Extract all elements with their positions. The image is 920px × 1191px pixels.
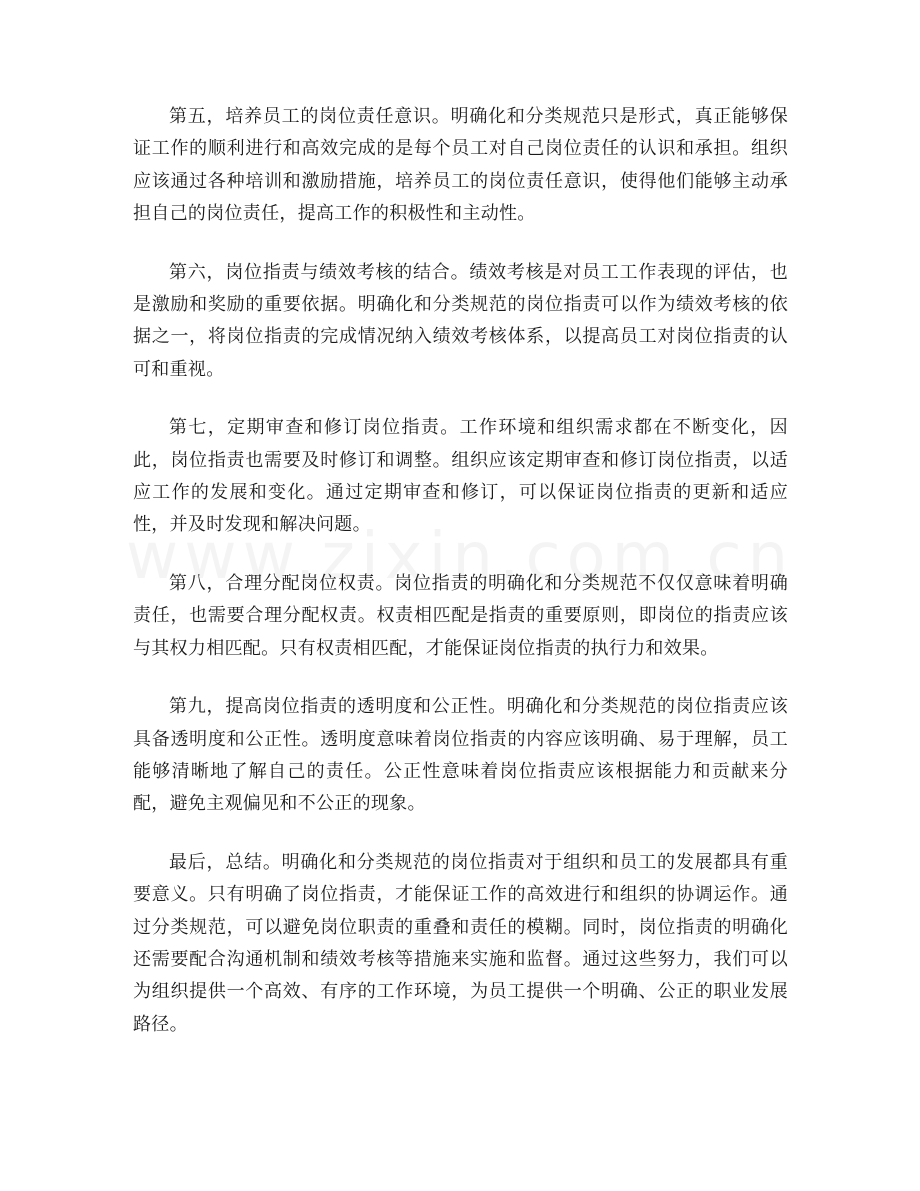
paragraph-sixth: 第六，岗位指责与绩效考核的结合。绩效考核是对员工工作表现的评估，也是激励和奖励的重要依据。明确化和分类规范的岗位指责可以作为绩效考核的依据之一，将岗位指责的完成情况纳入绩效考核体系，以提高员工对岗位指责的认可和重视。: [133, 261, 788, 380]
paragraph-seventh: 第七，定期审查和修订岗位指责。工作环境和组织需求都在不断变化，因此，岗位指责也需要及时修订和调整。组织应该定期审查和修订岗位指责，以适应工作的发展和变化。通过定期审查和修订，可以保证岗位指责的更新和适应性，并及时发现和解决问题。: [133, 417, 788, 536]
paragraph-eighth: 第八，合理分配岗位权责。岗位指责的明确化和分类规范不仅仅意味着明确责任，也需要合理分配权责。权责相匹配是指责的重要原则，即岗位的指责应该与其权力相匹配。只有权责相匹配，才能保证岗位指责的执行力和效果。: [133, 572, 788, 659]
paragraph-ninth: 第九，提高岗位指责的透明度和公正性。明确化和分类规范的岗位指责应该具备透明度和公正性。透明度意味着岗位指责的内容应该明确、易于理解，员工能够清晰地了解自己的责任。公正性意味着岗位指责应该根据能力和贡献来分配，避免主观偏见和不公正的现象。: [133, 696, 788, 815]
paragraph-conclusion: 最后，总结。明确化和分类规范的岗位指责对于组织和员工的发展都具有重要意义。只有明确了岗位指责，才能保证工作的高效进行和组织的协调运作。通过分类规范，可以避免岗位职责的重叠和责任的模糊。同时，岗位指责的明确化还需要配合沟通机制和绩效考核等措施来实施和监督。通过这些努力，我们可以为组织提供一个高效、有序的工作环境，为员工提供一个明确、公正的职业发展路径。: [133, 851, 788, 1035]
paragraph-fifth: 第五，培养员工的岗位责任意识。明确化和分类规范只是形式，真正能够保证工作的顺利进行和高效完成的是每个员工对自己岗位责任的认识和承担。组织应该通过各种培训和激励措施，培养员工的岗位责任意识，使得他们能够主动承担自己的岗位责任，提高工作的积极性和主动性。: [133, 106, 788, 225]
document-body: [133, 101, 788, 1067]
